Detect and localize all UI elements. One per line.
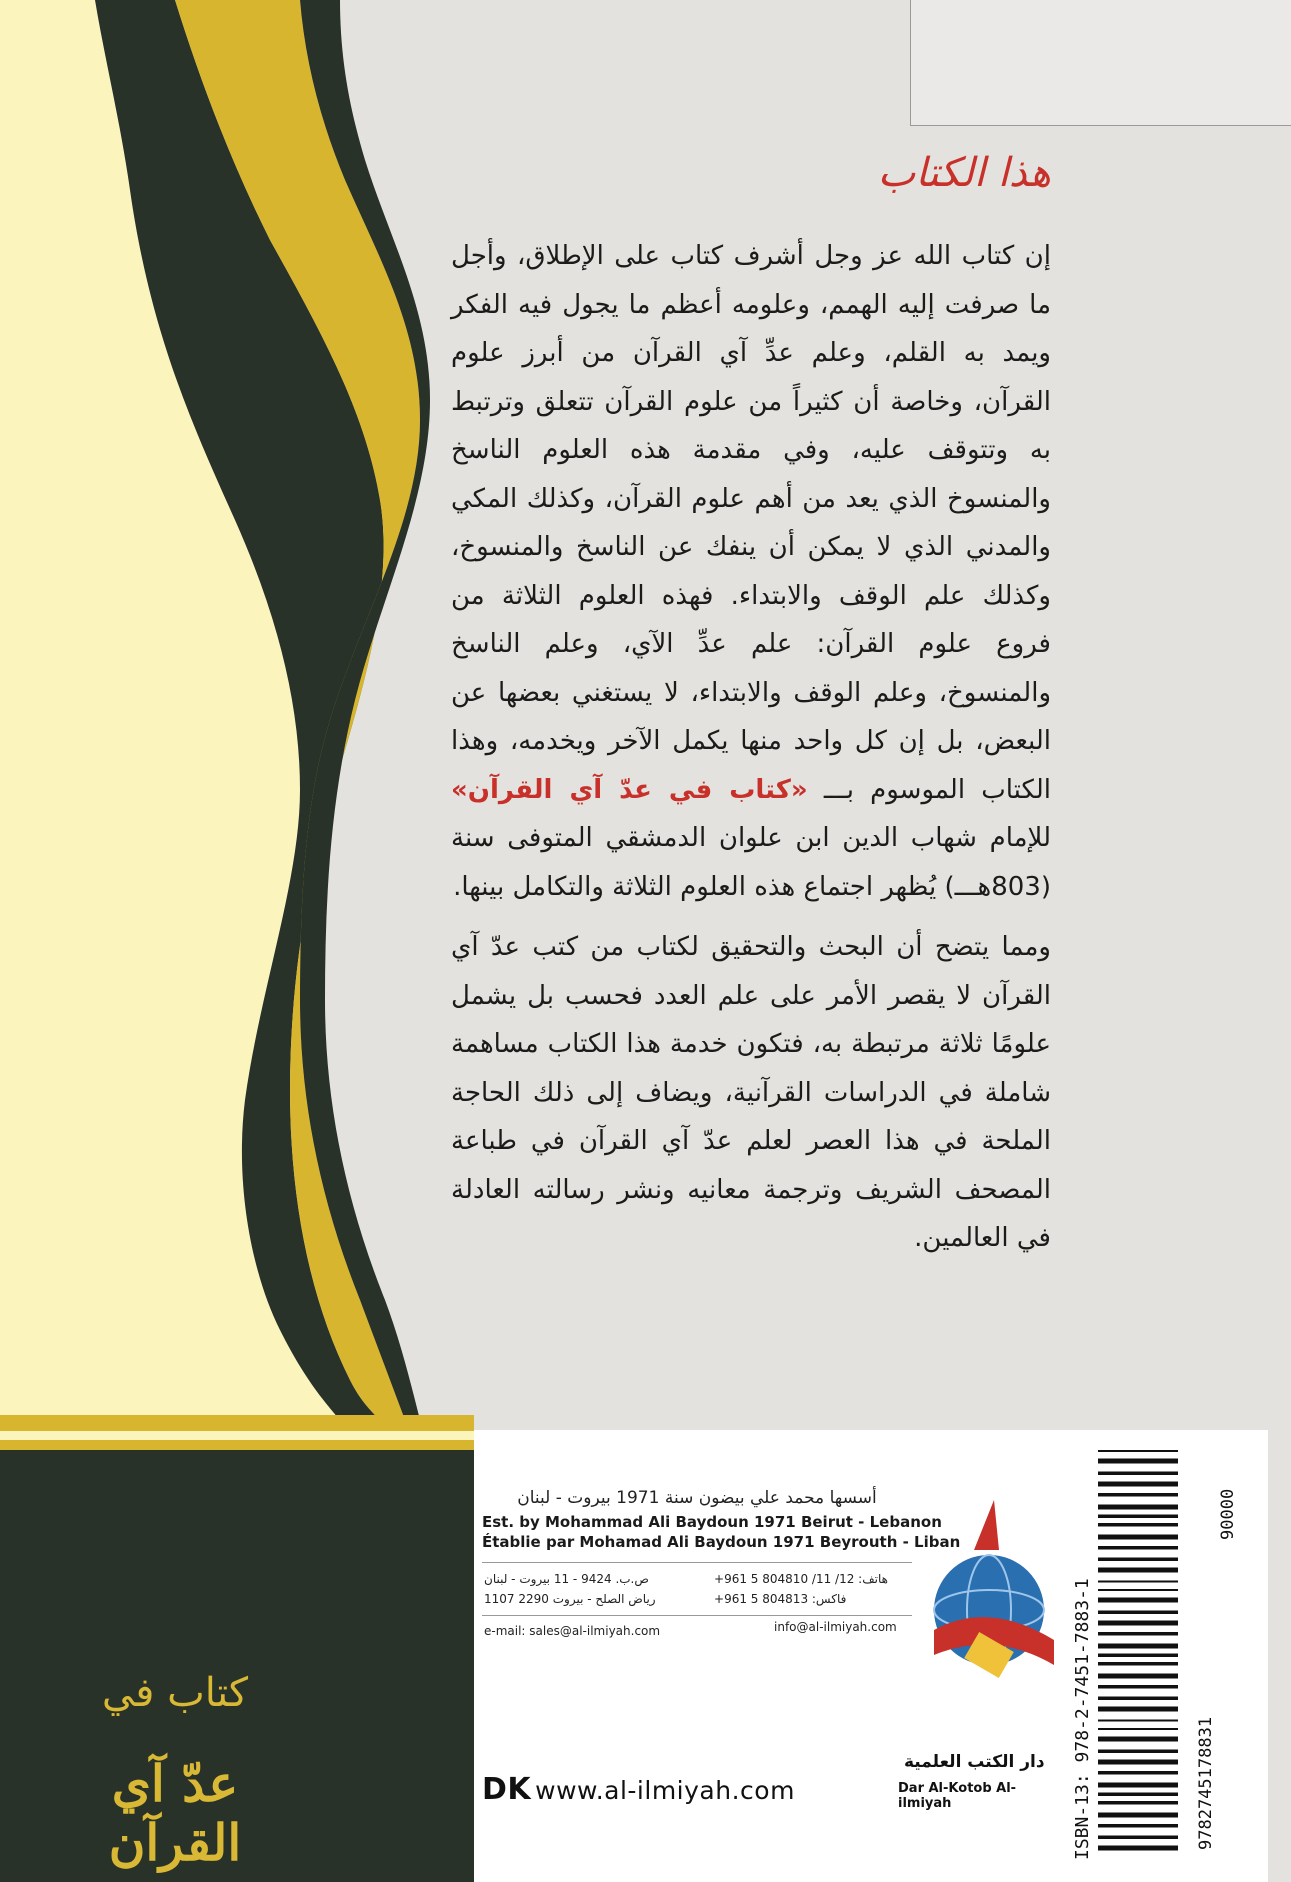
blurb xyxy=(451,232,1051,1263)
price-code: 90000 xyxy=(1218,1488,1238,1540)
barcode-bar xyxy=(1098,1846,1178,1851)
barcode-bar xyxy=(1098,1707,1178,1712)
publisher-est-english: Est. by Mohammad Ali Baydoun 1971 Beirut - Lebanon xyxy=(482,1513,942,1531)
barcode-bar xyxy=(1098,1720,1178,1722)
blurb-text-part1: إن كتاب الله عز وجل أشرف كتاب على الإطلاق، وأجل ما صرفت إليه الهمم، وعلومه أعظم ما يجول فيه الفكر ويمد به القلم، وعلم عدِّ آي القرآن من أبرز علوم القرآن، وخاصة أن كثيراً من علوم القرآن تتعلق وترتبط به وتتوقف عليه، وفي مقدمة هذه العلوم الناسخ والمنسوخ الذي يعد من أهم علوم القرآن، وكذلك المكي والمدني الذي لا يمكن أن ينفك عن الناسخ والمنسوخ، وكذلك علم الوقف والابتداء. فهذه العلوم الثلاثة من فروع علوم القرآن: علم عدِّ الآي، وعلم الناسخ والمنسوخ، وعلم الوقف والابتداء، لا يستغني بعضها عن البعض، بل إن كل واحد منها يكمل الآخر ويخدمه، وهذا الكتاب الموسوم بـــ xyxy=(451,241,1051,805)
barcode-bar xyxy=(1098,1632,1178,1636)
publisher-email-sales: e-mail: sales@al-ilmiyah.com xyxy=(484,1624,661,1638)
barcode-bar xyxy=(1098,1515,1178,1519)
barcode-bar xyxy=(1098,1644,1178,1649)
barcode-bar xyxy=(1098,1760,1178,1765)
barcode-bar xyxy=(1098,1737,1178,1742)
publisher-est-french: Établie par Mohamad Ali Baydoun 1971 Beyrouth - Liban xyxy=(482,1533,961,1551)
publisher-block xyxy=(474,1430,1068,1882)
barcode-bar xyxy=(1098,1558,1178,1562)
publisher-est-arabic: أسسها محمد علي بيضون سنة 1971 بيروت - لبنان xyxy=(517,1488,877,1508)
barcode-bar xyxy=(1098,1581,1178,1583)
barcode-bar xyxy=(1098,1662,1178,1666)
dk-logo: DK xyxy=(482,1772,532,1807)
barcode-bar xyxy=(1098,1493,1178,1497)
blurb-paragraph-1 xyxy=(451,232,1051,911)
barcode-bar xyxy=(1098,1459,1178,1464)
isbn-label: ISBN-13: 978-2-7451-7883-1 xyxy=(1072,1578,1093,1860)
barcode-bar xyxy=(1098,1685,1178,1689)
barcode-bar xyxy=(1098,1771,1178,1775)
divider xyxy=(482,1562,912,1563)
barcode-bar xyxy=(1098,1728,1178,1730)
barcode-bar xyxy=(1098,1472,1178,1476)
publisher-name-english: Dar Al-Kotob Al-ilmiyah xyxy=(898,1781,1017,1811)
barcode-bar xyxy=(1098,1589,1178,1591)
publisher-website-line xyxy=(482,1772,795,1807)
section-heading: هذا الكتاب xyxy=(877,150,1051,196)
publisher-est-latin xyxy=(482,1512,960,1552)
blurb-text-part2: للإمام شهاب الدين ابن علوان الدمشقي المتوفى سنة (803هـــ) يُظهر اجتماع هذه العلوم الثلاثة والتكامل بينها. xyxy=(451,823,1051,902)
barcode-bar xyxy=(1098,1482,1178,1487)
publisher-phone: هاتف: 12/ 11/ 804810 5 961+ xyxy=(714,1572,888,1586)
globe-logo-icon xyxy=(914,1490,1064,1740)
publisher-fax: فاكس: 804813 5 961+ xyxy=(714,1592,847,1606)
barcode-bar xyxy=(1098,1535,1178,1540)
barcode-bar xyxy=(1098,1824,1178,1828)
spine-title xyxy=(40,1670,310,1872)
book-title-inline: «كتاب في عدّ آي القرآن» xyxy=(451,774,808,805)
publisher-website: www.al-ilmiyah.com xyxy=(535,1776,795,1805)
barcode-bar xyxy=(1098,1546,1178,1550)
barcode-bar xyxy=(1098,1450,1178,1452)
gold-stripe-bottom xyxy=(0,1440,474,1450)
barcode-bar xyxy=(1098,1793,1178,1797)
blurb-paragraph-2: ومما يتضح أن البحث والتحقيق لكتاب من كتب عدّ آي القرآن لا يقصر الأمر على علم العدد فحسب بل يشمل علومًا ثلاثة مرتبطة به، فتكون خدمة هذا الكتاب مساهمة شاملة في الدراسات القرآنية، ويضاف إلى ذلك الحاجة الملحة في هذا العصر لعلم عدّ آي القرآن في طباعة المصحف الشريف وترجمة معانيه ونشر رسالته العادلة في العالمين. xyxy=(451,932,1051,1253)
publisher-name-arabic: دار الكتب العلمية xyxy=(904,1752,1045,1772)
spine-title-line2: عدّ آي القرآن xyxy=(108,1754,242,1872)
scan-fold xyxy=(910,0,1291,126)
barcode-bar xyxy=(1098,1523,1178,1527)
barcode-bar xyxy=(1098,1750,1178,1754)
barcode-bar xyxy=(1098,1674,1178,1679)
barcode-digits: 9782745178831 xyxy=(1196,1716,1216,1850)
cream-stripe xyxy=(0,1431,474,1440)
barcode-bar xyxy=(1098,1813,1178,1818)
barcode-bar xyxy=(1098,1697,1178,1701)
barcode-bar xyxy=(1098,1505,1178,1510)
barcode-bar xyxy=(1098,1568,1178,1573)
barcode-block xyxy=(1068,1430,1268,1882)
barcode-bar xyxy=(1098,1836,1178,1840)
barcode-bar xyxy=(1098,1611,1178,1615)
barcode-bar xyxy=(1098,1654,1178,1658)
publisher-email-info: info@al-ilmiyah.com xyxy=(774,1620,897,1634)
publisher-riad: رياض الصلح - بيروت 2290 1107 xyxy=(484,1592,656,1606)
barcode-bar xyxy=(1098,1621,1178,1626)
gold-stripe-top xyxy=(0,1415,474,1431)
barcode-bar xyxy=(1098,1801,1178,1805)
publisher-pobox: ص.ب. 9424 - 11 بيروت - لبنان xyxy=(484,1572,649,1586)
barcode-bar xyxy=(1098,1783,1178,1788)
spine-title-line1: كتاب في xyxy=(101,1670,249,1716)
barcode-bar xyxy=(1098,1598,1178,1603)
barcode-bars xyxy=(1098,1450,1188,1860)
divider xyxy=(482,1615,912,1616)
